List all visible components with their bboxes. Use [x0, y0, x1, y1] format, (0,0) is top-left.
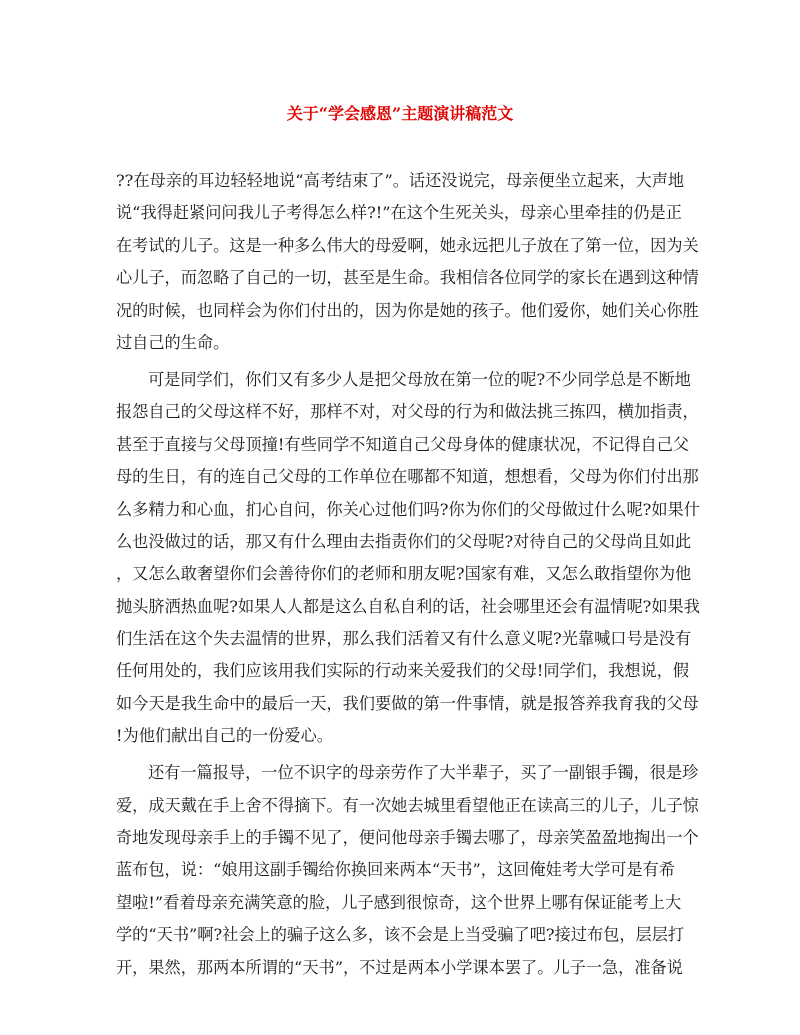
- document-title: 关于“学会感恩”主题演讲稿范文: [286, 104, 514, 123]
- text-line: 么多精力和心血，扪心自问，你关心过他们吗?你为你们的父母做过什么呢?如果什: [116, 499, 700, 519]
- text-line: 开，果然，那两本所谓的“天书”，不过是两本小学课本罢了。儿子一急，准备说: [116, 957, 683, 977]
- document-body: [116, 165, 700, 984]
- text-line: 望啦!”看着母亲充满笑意的脸，儿子感到很惊奇，这个世界上哪有保证能考上大: [116, 892, 682, 912]
- text-line: 学的“天书”啊?社会上的骗子这么多，该不会是上当受骗了吧?接过布包，层层打: [116, 925, 685, 945]
- text-line: 么也没做过的话，那又有什么理由去指责你们的父母呢?对待自己的父母尚且如此: [116, 531, 692, 551]
- text-line: 说“我得赶紧问问我儿子考得怎么样?!”在这个生死关头，母亲心里牵挂的仍是正: [116, 203, 682, 223]
- text-line: 可是同学们，你们又有多少人是把父母放在第一位的呢?不少同学总是不断地: [148, 369, 691, 389]
- text-line: 心儿子，而忽略了自己的一切，甚至是生命。我相信各位同学的家长在遇到这种情: [116, 268, 699, 288]
- text-line: 还有一篇报导，一位不识字的母亲劳作了大半辈子，买了一副银手镯，很是珍: [148, 763, 699, 783]
- paragraph: [116, 757, 699, 984]
- paragraph: [116, 165, 699, 359]
- text-line: 况的时候，也同样会为你们付出的，因为你是她的孩子。他们爱你，她们关心你胜: [116, 300, 699, 320]
- text-line: 蓝布包，说：“娘用这副手镯给你换回来两本“天书”，这回俺娃考大学可是有希: [116, 860, 676, 880]
- text-line: 奇地发现母亲手上的手镯不见了，便问他母亲手镯去哪了，母亲笑盈盈地掏出一个: [116, 828, 699, 847]
- text-line: 们生活在这个失去温情的世界，那么我们活着又有什么意义呢?光靠喊口号是没有: [116, 629, 692, 649]
- text-line: 爱，成天戴在手上舍不得摘下。有一次她去城里看望他正在读高三的儿子，儿子惊: [116, 795, 699, 815]
- text-line: 在考试的儿子。这是一种多么伟大的母爱啊，她永远把儿子放在了第一位，因为关: [116, 235, 699, 255]
- text-line: !为他们献出自己的一份爱心。: [116, 726, 333, 746]
- text-line: 报怨自己的父母这样不好，那样不对，对父母的行为和做法挑三拣四，横加指责，: [116, 402, 699, 422]
- text-line: 母的生日，有的连自己父母的工作单位在哪都不知道，想想看，父母为你们付出那: [116, 467, 699, 487]
- text-line: 抛头脐洒热血呢?如果人人都是这么自私自利的话，社会哪里还会有温情呢?如果我: [116, 596, 700, 616]
- text-line: 如今天是我生命中的最后一天，我们要做的第一件事情，就是报答养我育我的父母: [116, 693, 699, 713]
- text-line: 过自己的生命。: [116, 332, 230, 352]
- text-line: ，又怎么敢奢望你们会善待你们的老师和朋友呢?国家有难，又怎么敢指望你为他: [116, 564, 692, 584]
- paragraph: [116, 364, 700, 753]
- text-line: ??在母亲的耳边轻轻地说“高考结束了”。话还没说完，母亲便坐立起来，大声地: [116, 171, 685, 190]
- text-line: 甚至于直接与父母顶撞!有些同学不知道自己父母身体的健康状况，不记得自己父: [116, 434, 690, 454]
- text-line: 任何用处的，我们应该用我们实际的行动来关爱我们的父母!同学们，我想说，假: [116, 661, 690, 681]
